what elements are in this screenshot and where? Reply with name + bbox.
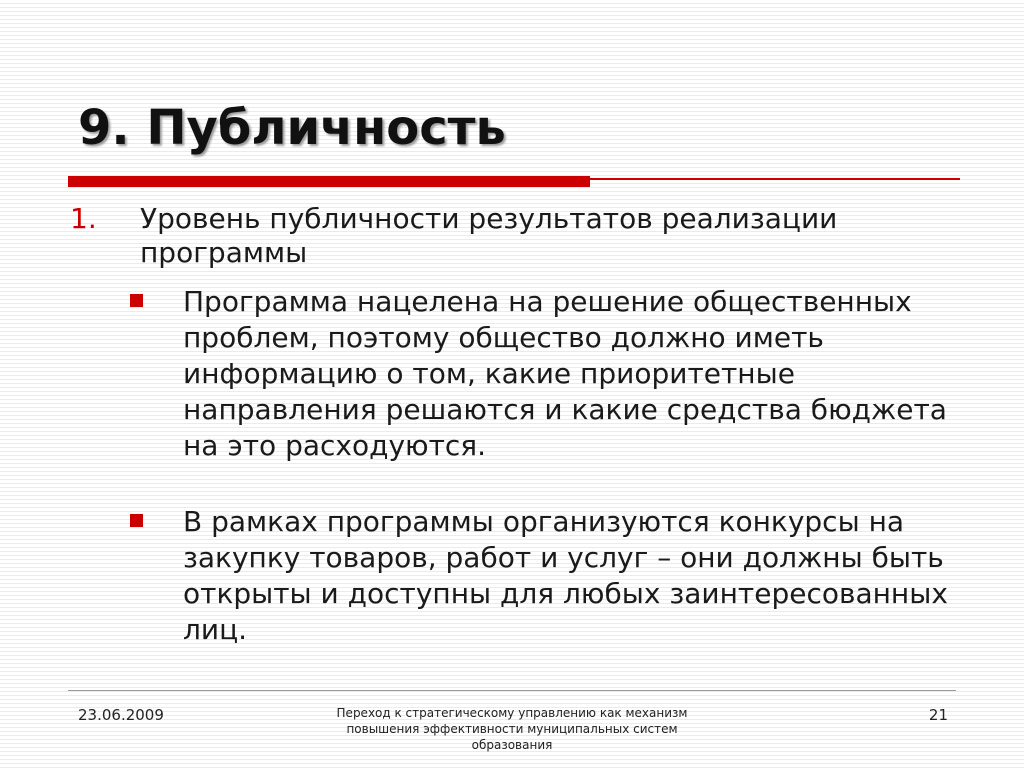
square-bullet-icon	[130, 514, 143, 527]
square-bullet-icon	[130, 294, 143, 307]
slide-title: 9. Публичность	[78, 100, 506, 156]
bullet-text: Программа нацелена на решение общественных проблем, поэтому общество должно иметь информацию о том, какие приоритетные направления решаются и какие средства бюджета на это расходуются.	[183, 285, 947, 462]
bullet-item	[130, 504, 950, 648]
title-underline-thick	[68, 176, 590, 187]
item-text: Уровень публичности результатов реализации программы	[140, 202, 838, 269]
footer-divider	[68, 690, 956, 691]
bullet-text: В рамках программы организуются конкурсы на закупку товаров, работ и услуг – они должны быть открыты и доступны для любых заинтересованных лиц.	[183, 505, 948, 646]
bullet-item	[130, 284, 950, 464]
footer-date: 23.06.2009	[78, 706, 164, 724]
page-number: 21	[928, 706, 948, 724]
numbered-item-1	[70, 202, 950, 270]
title-underline-thin	[590, 178, 960, 180]
item-number: 1.	[70, 202, 97, 235]
footer-subtitle: Переход к стратегическому управлению как механизм повышения эффективности муниципальных систем образования	[336, 706, 688, 752]
